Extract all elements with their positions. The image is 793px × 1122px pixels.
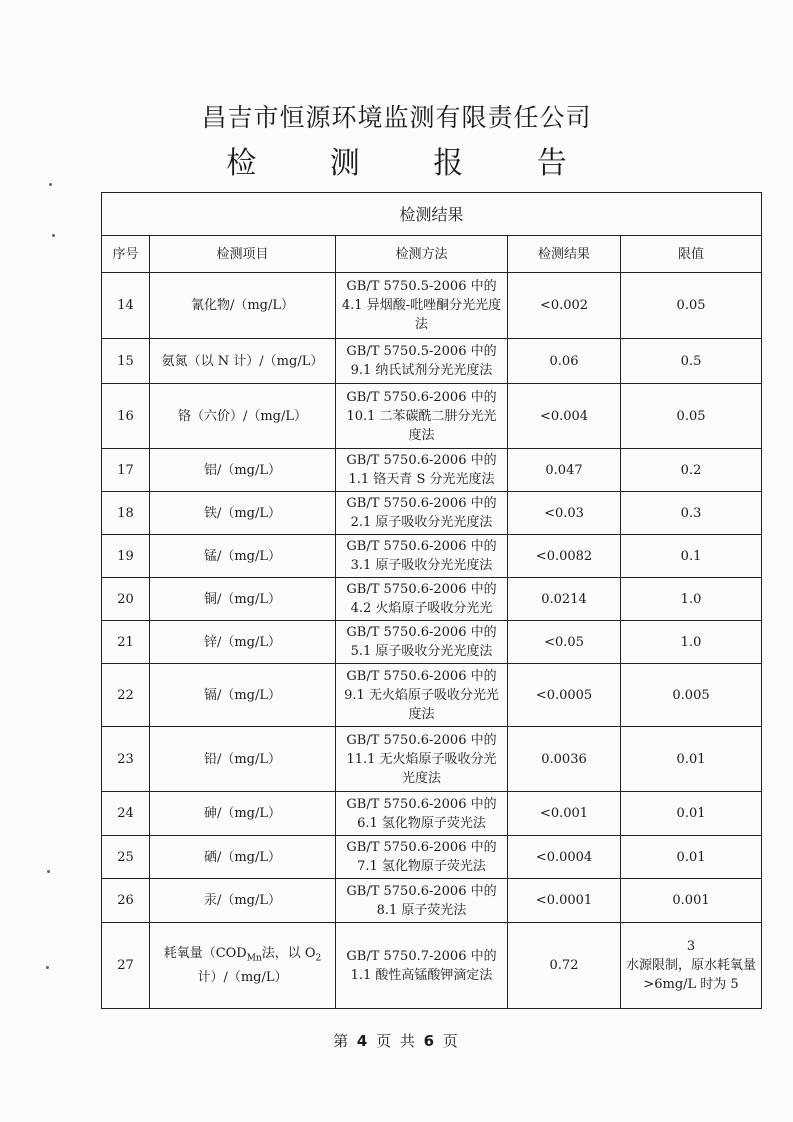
footer-prefix: 第 bbox=[333, 1032, 351, 1050]
page-footer bbox=[0, 1030, 793, 1051]
limit-value: 0.05 bbox=[621, 273, 762, 339]
footer-middle: 页 共 bbox=[376, 1032, 417, 1050]
table-row bbox=[102, 792, 762, 836]
test-item: 硒/（mg/L） bbox=[150, 836, 336, 879]
test-result: <0.004 bbox=[508, 384, 621, 449]
test-method: GB/T 5750.6-2006 中的4.2 火焰原子吸收分光光 bbox=[336, 578, 508, 621]
column-header: 检测方法 bbox=[336, 236, 508, 273]
test-method: GB/T 5750.6-2006 中的11.1 无火焰原子吸收分光光度法 bbox=[336, 727, 508, 792]
test-result: 0.0214 bbox=[508, 578, 621, 621]
page-number: 4 bbox=[356, 1032, 370, 1050]
row-number: 25 bbox=[102, 836, 150, 879]
limit-value: 1.0 bbox=[621, 621, 762, 664]
table-row bbox=[102, 384, 762, 449]
test-method: GB/T 5750.6-2006 中的8.1 原子荧光法 bbox=[336, 879, 508, 923]
row-number: 18 bbox=[102, 492, 150, 535]
test-result: <0.05 bbox=[508, 621, 621, 664]
limit-note: 水源限制，原水耗氧量>6mg/L 时为 5 bbox=[626, 958, 757, 992]
limit-value: 1.0 bbox=[621, 578, 762, 621]
limit-value: 0.1 bbox=[621, 535, 762, 578]
test-method: GB/T 5750.5-2006 中的9.1 纳氏试剂分光光度法 bbox=[336, 339, 508, 384]
test-method: GB/T 5750.7-2006 中的1.1 酸性高锰酸钾滴定法 bbox=[336, 923, 508, 1009]
test-item: 铜/（mg/L） bbox=[150, 578, 336, 621]
limit-value bbox=[621, 923, 762, 1009]
test-method: GB/T 5750.6-2006 中的2.1 原子吸收分光光度法 bbox=[336, 492, 508, 535]
scan-speck bbox=[52, 234, 55, 237]
test-item: 汞/（mg/L） bbox=[150, 879, 336, 923]
test-item: 铝/（mg/L） bbox=[150, 449, 336, 492]
row-number: 22 bbox=[102, 664, 150, 727]
test-method: GB/T 5750.6-2006 中的5.1 原子吸收分光光度法 bbox=[336, 621, 508, 664]
test-result: <0.0005 bbox=[508, 664, 621, 727]
test-result: 0.0036 bbox=[508, 727, 621, 792]
test-item: 铬（六价）/（mg/L） bbox=[150, 384, 336, 449]
table-row bbox=[102, 449, 762, 492]
limit-value: 0.05 bbox=[621, 384, 762, 449]
test-item-text: 计）/（mg/L） bbox=[197, 970, 288, 986]
test-method: GB/T 5750.6-2006 中的7.1 氢化物原子荧光法 bbox=[336, 836, 508, 879]
row-number: 15 bbox=[102, 339, 150, 384]
table-row bbox=[102, 578, 762, 621]
limit-value: 0.3 bbox=[621, 492, 762, 535]
test-method: GB/T 5750.6-2006 中的3.1 原子吸收分光光度法 bbox=[336, 535, 508, 578]
row-number: 14 bbox=[102, 273, 150, 339]
limit-value: 0.005 bbox=[621, 664, 762, 727]
scan-speck bbox=[47, 870, 50, 873]
company-name: 昌吉市恒源环境监测有限责任公司 bbox=[201, 103, 592, 132]
test-method: GB/T 5750.6-2006 中的6.1 氢化物原子荧光法 bbox=[336, 792, 508, 836]
table-row bbox=[102, 621, 762, 664]
table-caption: 检测结果 bbox=[102, 193, 762, 236]
limit-value: 0.001 bbox=[621, 879, 762, 923]
table-row bbox=[102, 339, 762, 384]
row-number: 27 bbox=[102, 923, 150, 1009]
test-result: 0.047 bbox=[508, 449, 621, 492]
test-result: <0.0001 bbox=[508, 879, 621, 923]
test-method: GB/T 5750.6-2006 中的10.1 二苯碳酰二肼分光光度法 bbox=[336, 384, 508, 449]
table-row bbox=[102, 836, 762, 879]
test-item: 铅/（mg/L） bbox=[150, 727, 336, 792]
test-item: 氰化物/（mg/L） bbox=[150, 273, 336, 339]
table-row bbox=[102, 727, 762, 792]
row-number: 21 bbox=[102, 621, 150, 664]
test-result: <0.001 bbox=[508, 792, 621, 836]
row-number: 26 bbox=[102, 879, 150, 923]
row-number: 16 bbox=[102, 384, 150, 449]
limit-value: 0.5 bbox=[621, 339, 762, 384]
test-result: 0.72 bbox=[508, 923, 621, 1009]
limit-main: 3 bbox=[686, 939, 696, 954]
limit-value: 0.01 bbox=[621, 727, 762, 792]
row-number: 20 bbox=[102, 578, 150, 621]
table-row bbox=[102, 923, 762, 1009]
row-number: 23 bbox=[102, 727, 150, 792]
scan-speck bbox=[49, 183, 52, 186]
column-header: 检测结果 bbox=[508, 236, 621, 273]
test-method: GB/T 5750.5-2006 中的4.1 异烟酸-吡唑酮分光光度法 bbox=[336, 273, 508, 339]
limit-value: 0.01 bbox=[621, 792, 762, 836]
test-item-subscript: 2 bbox=[315, 953, 322, 964]
page-total: 6 bbox=[423, 1032, 437, 1050]
scan-speck bbox=[46, 966, 49, 969]
test-item: 锰/（mg/L） bbox=[150, 535, 336, 578]
test-method: GB/T 5750.6-2006 中的9.1 无火焰原子吸收分光光度法 bbox=[336, 664, 508, 727]
row-number: 17 bbox=[102, 449, 150, 492]
table-row bbox=[102, 664, 762, 727]
test-result: <0.0082 bbox=[508, 535, 621, 578]
test-item: 镉/（mg/L） bbox=[150, 664, 336, 727]
test-item: 砷/（mg/L） bbox=[150, 792, 336, 836]
test-item: 铁/（mg/L） bbox=[150, 492, 336, 535]
test-item-subscript: Mn bbox=[246, 953, 262, 964]
results-table bbox=[101, 192, 762, 1009]
column-header: 限值 bbox=[621, 236, 762, 273]
footer-suffix: 页 bbox=[442, 1032, 460, 1050]
column-header: 序号 bbox=[102, 236, 150, 273]
row-number: 24 bbox=[102, 792, 150, 836]
table-row bbox=[102, 879, 762, 923]
table-row bbox=[102, 492, 762, 535]
table-row bbox=[102, 535, 762, 578]
table-row bbox=[102, 273, 762, 339]
column-header: 检测项目 bbox=[150, 236, 336, 273]
row-number: 19 bbox=[102, 535, 150, 578]
document-title: 检 测 报 告 bbox=[226, 146, 599, 181]
limit-value: 0.2 bbox=[621, 449, 762, 492]
test-result: <0.03 bbox=[508, 492, 621, 535]
test-result: 0.06 bbox=[508, 339, 621, 384]
test-item: 锌/（mg/L） bbox=[150, 621, 336, 664]
limit-value: 0.01 bbox=[621, 836, 762, 879]
test-item-text: 法，以 O bbox=[261, 945, 316, 961]
test-item: 氨氮（以 N 计）/（mg/L） bbox=[150, 339, 336, 384]
test-result: <0.0004 bbox=[508, 836, 621, 879]
test-method: GB/T 5750.6-2006 中的1.1 铬天青 S 分光光度法 bbox=[336, 449, 508, 492]
test-item-text: 耗氧量（COD bbox=[163, 945, 247, 961]
test-result: <0.002 bbox=[508, 273, 621, 339]
test-item bbox=[150, 923, 336, 1009]
